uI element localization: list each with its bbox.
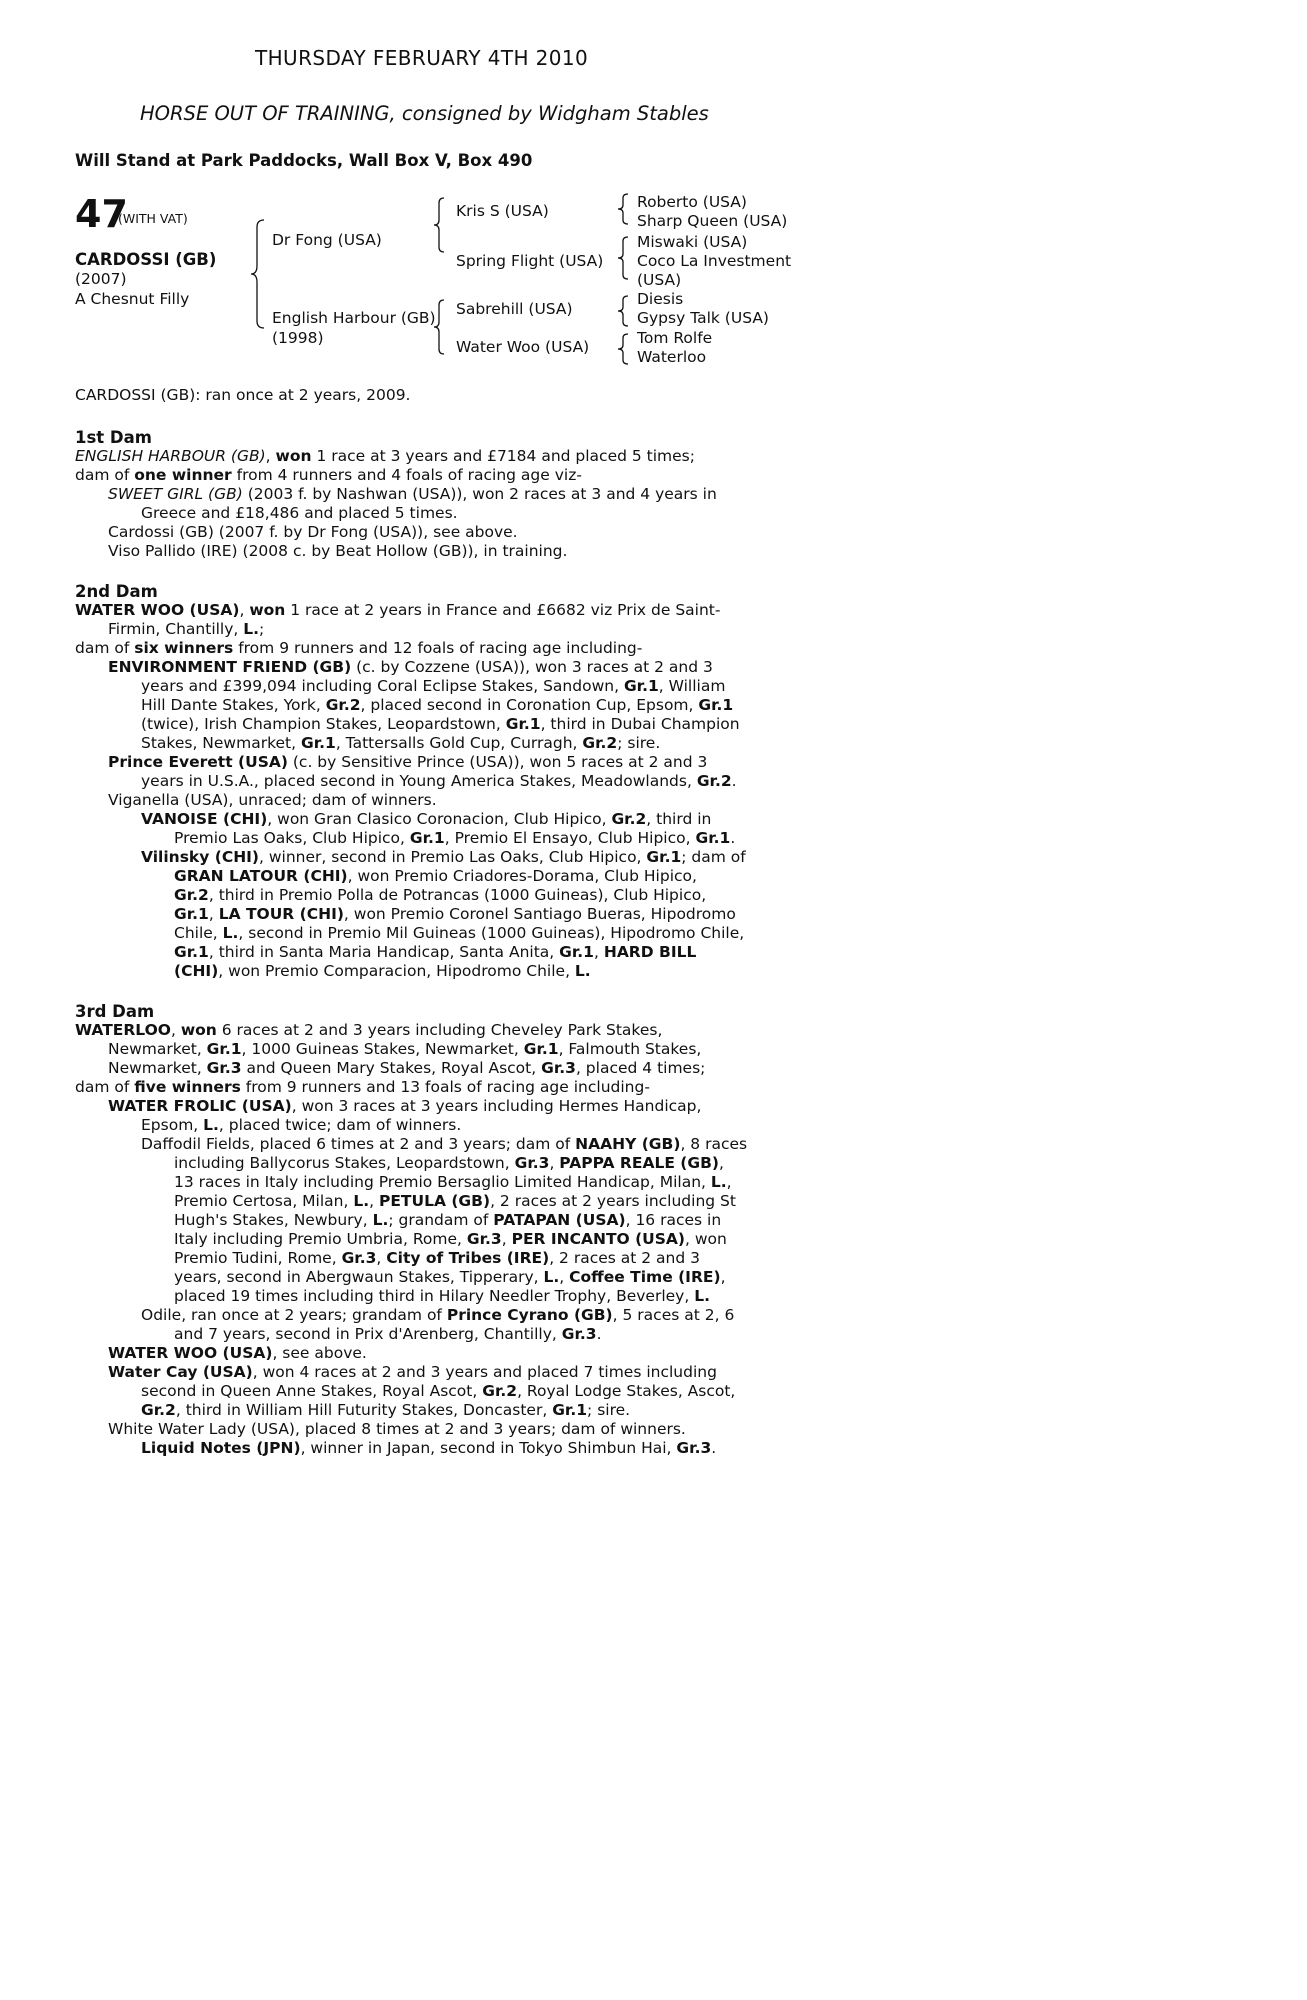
pedigree-g3-2: Sharp Queen (USA) [637,212,788,230]
italic-text: SWEET GIRL (GB) [108,485,243,503]
bold-text: L. [543,1268,560,1286]
section-line [75,447,755,466]
section-line [75,1059,755,1078]
bold-text: Gr.3 [466,1230,502,1248]
text-run: , third in William Hill Futurity Stakes, Doncaster, [175,1401,553,1419]
text-run: years, second in Abergwaun Stakes, Tipperary, [174,1268,544,1286]
pedigree-brace-g3-2 [617,236,631,280]
section-line [75,485,755,504]
text-run: including Ballycorus Stakes, Leopardstown, [174,1154,515,1172]
pedigree-dam: English Harbour (GB) [272,309,436,327]
dam-section [75,428,755,561]
bold-text: won [275,447,312,465]
text-run: ; sire. [617,734,661,752]
section-line [75,1363,755,1382]
horse-description: A Chesnut Filly [75,290,190,308]
bold-text: Gr.3 [561,1325,597,1343]
bold-text: L. [574,962,591,980]
section-line [75,1211,755,1230]
text-run: (c. by Cozzene (USA)), won 3 races at 2 and 3 [351,658,713,676]
bold-text: Gr.1 [409,829,445,847]
text-run: dam of [75,1078,135,1096]
pedigree-sire-sire: Kris S (USA) [456,202,549,220]
text-run: , [559,1268,570,1286]
text-run: , Royal Lodge Stakes, Ascot, [517,1382,736,1400]
section-line [75,1097,755,1116]
pedigree-g3-8: Tom Rolfe [637,329,713,347]
text-run: second in Queen Anne Stakes, Royal Ascot, [141,1382,483,1400]
text-run: . [596,1325,602,1343]
bold-text: Gr.3 [514,1154,550,1172]
text-run: from 9 runners and 12 foals of racing age including- [233,639,643,657]
text-run: ; dam of [681,848,746,866]
text-run: , Falmouth Stakes, [558,1040,702,1058]
bold-text: Gr.3 [541,1059,576,1077]
section-line [75,601,755,620]
section-heading: 3rd Dam [75,1002,155,1021]
section-line [75,1439,755,1458]
text-run: from 4 runners and 4 foals of racing age viz- [231,466,582,484]
bold-text: Coffee Time (IRE) [569,1268,721,1286]
text-run: years in U.S.A., placed second in Young America Stakes, Meadowlands, [141,772,697,790]
text-run: , placed twice; dam of winners. [218,1116,462,1134]
bold-text: HARD BILL [603,943,697,961]
pedigree-brace-g3-4 [617,333,631,365]
bold-text: Gr.3 [676,1439,712,1457]
pedigree-g3-1: Roberto (USA) [637,193,747,211]
bold-text: Gr.1 [505,715,541,733]
section-line [75,523,755,542]
section-line [75,867,755,886]
text-run: , won Premio Comparacion, Hipodromo Chile, [218,962,575,980]
bold-text: L. [203,1116,219,1134]
bold-text: WATER WOO (USA) [75,601,240,619]
race-summary: CARDOSSI (GB): ran once at 2 years, 2009. [75,386,411,404]
section-line [75,962,755,981]
dam-section [75,582,755,981]
bold-text: PER INCANTO (USA) [511,1230,686,1248]
text-run: , won 4 races at 2 and 3 years and placed 7 times including [252,1363,717,1381]
text-run: , [719,1154,724,1172]
bold-text: Gr.2 [325,696,361,714]
text-run: , placed second in Coronation Cup, Epsom, [360,696,699,714]
text-run: , [208,905,219,923]
text-run: , winner, second in Premio Las Oaks, Club Hipico, [259,848,647,866]
section-line [75,677,755,696]
bold-text: won [180,1021,217,1039]
bold-text: L. [353,1192,370,1210]
bold-text: L. [694,1287,710,1305]
section-line [75,924,755,943]
text-run: , [726,1173,732,1191]
bold-text: L. [222,924,239,942]
section-line [75,1382,755,1401]
text-run: , won Premio Coronel Santiago Bueras, Hipodromo [343,905,736,923]
section-line [75,905,755,924]
text-run: Hugh's Stakes, Newbury, [174,1211,373,1229]
text-run: , third in Premio Polla de Potrancas (1000 Guineas), Club Hipico, [208,886,707,904]
text-run: 13 races in Italy including Premio Bersaglio Limited Handicap, Milan, [174,1173,711,1191]
text-run: placed 19 times including third in Hilary Needler Trophy, Beverley, [174,1287,695,1305]
text-run: from 9 runners and 13 foals of racing age including- [240,1078,650,1096]
bold-text: one winner [134,466,232,484]
text-run: Viso Pallido (IRE) (2008 c. by Beat Hollow (GB)), in training. [108,542,568,560]
bold-text: GRAN LATOUR (CHI) [174,867,348,885]
bold-text: Gr.2 [174,886,209,904]
pedigree-brace-main [250,218,268,330]
section-line [75,504,755,523]
pedigree-g3-9: Waterloo [637,348,707,366]
bold-text: Prince Cyrano (GB) [446,1306,613,1324]
bold-text: Gr.2 [611,810,647,828]
section-line [75,772,755,791]
pedigree-sire: Dr Fong (USA) [272,231,382,249]
text-run: , [239,601,250,619]
text-run: , [376,1249,387,1267]
text-run: , [593,943,604,961]
bold-text: WATER WOO (USA) [108,1344,273,1362]
bold-text: WATERLOO [75,1021,171,1039]
text-run: 1 race at 3 years and £7184 and placed 5 times; [311,447,695,465]
text-run: and 7 years, second in Prix d'Arenberg, Chantilly, [174,1325,562,1343]
text-run: Premio Las Oaks, Club Hipico, [174,829,410,847]
text-run: Cardossi (GB) (2007 f. by Dr Fong (USA)), see above. [108,523,518,541]
text-run: , William [658,677,726,695]
pedigree-sire-dam: Spring Flight (USA) [456,252,604,270]
section-line [75,1230,755,1249]
bold-text: PATAPAN (USA) [493,1211,626,1229]
text-run: , [170,1021,181,1039]
text-run: , 2 races at 2 and 3 [549,1249,701,1267]
section-line [75,1344,755,1363]
text-run: Viganella (USA), unraced; dam of winners. [108,791,437,809]
bold-text: Gr.1 [623,677,659,695]
bold-text: Gr.1 [174,905,209,923]
bold-text: Gr.1 [206,1040,242,1058]
section-line [75,1268,755,1287]
bold-text: NAAHY (GB) [575,1135,681,1153]
lot-number: 47 [75,192,128,236]
bold-text: Gr.1 [646,848,682,866]
section-line [75,715,755,734]
section-line [75,1021,755,1040]
bold-text: L. [243,620,260,638]
bold-text: LA TOUR (CHI) [218,905,344,923]
bold-text: Gr.2 [141,1401,176,1419]
section-line [75,1154,755,1173]
bold-text: Gr.2 [582,734,618,752]
text-run: , third in [646,810,712,828]
section-line [75,1173,755,1192]
pedigree-g3-7: Gypsy Talk (USA) [637,309,769,327]
text-run: 1 race at 2 years in France and £6682 viz Prix de Saint- [285,601,721,619]
bold-text: Gr.3 [341,1249,377,1267]
bold-text: (CHI) [174,962,219,980]
bold-text: Gr.1 [300,734,336,752]
sale-date: THURSDAY FEBRUARY 4TH 2010 [255,46,589,70]
pedigree-brace-dam [433,298,447,356]
pedigree-dam-dam: Water Woo (USA) [456,338,590,356]
section-line [75,620,755,639]
text-run: , won [685,1230,727,1248]
text-run: , see above. [272,1344,367,1362]
text-run: , [369,1192,379,1210]
text-run: , [265,447,276,465]
text-run: , Tattersalls Gold Cup, Curragh, [335,734,583,752]
text-run: (twice), Irish Champion Stakes, Leopardstown, [141,715,506,733]
text-run: ; grandam of [388,1211,494,1229]
pedigree-brace-g3-1 [617,193,631,225]
text-run: , 1000 Guineas Stakes, Newmarket, [241,1040,524,1058]
bold-text: six winners [134,639,234,657]
text-run: , 5 races at 2, 6 [612,1306,735,1324]
section-line [75,1306,755,1325]
section-line [75,1325,755,1344]
bold-text: ENVIRONMENT FRIEND (GB) [108,658,352,676]
bold-text: five winners [134,1078,241,1096]
bold-text: City of Tribes (IRE) [386,1249,550,1267]
pedigree-g3-6: Diesis [637,290,684,308]
text-run: , won 3 races at 3 years including Hermes Handicap, [291,1097,702,1115]
text-run: Hill Dante Stakes, York, [141,696,326,714]
section-line [75,848,755,867]
section-line [75,1078,755,1097]
text-run: Newmarket, [108,1040,207,1058]
section-line [75,639,755,658]
pedigree-g3-3: Miswaki (USA) [637,233,748,251]
horse-year: (2007) [75,270,127,288]
bold-text: Water Cay (USA) [108,1363,253,1381]
vat-note: (WITH VAT) [118,211,188,226]
section-heading: 2nd Dam [75,582,158,601]
text-run: Stakes, Newmarket, [141,734,301,752]
bold-text: VANOISE (CHI) [141,810,268,828]
text-run: Chile, [174,924,223,942]
section-line [75,1040,755,1059]
text-run: , 2 races at 2 years including St [490,1192,736,1210]
text-run: , won Gran Clasico Coronacion, Club Hipico, [267,810,612,828]
section-line [75,696,755,715]
pedigree-dam-sire: Sabrehill (USA) [456,300,573,318]
section-line [75,753,755,772]
bold-text: Gr.1 [523,1040,559,1058]
section-line [75,1192,755,1211]
section-line [75,810,755,829]
text-run: , [501,1230,512,1248]
section-line [75,1401,755,1420]
text-run: . [711,1439,717,1457]
text-run: Daffodil Fields, placed 6 times at 2 and 3 years; dam of [141,1135,576,1153]
text-run: Newmarket, [108,1059,207,1077]
text-run: Premio Tudini, Rome, [174,1249,342,1267]
dam-section [75,1002,755,1458]
section-line [75,1116,755,1135]
section-line [75,1420,755,1439]
bold-text: Gr.3 [206,1059,242,1077]
text-run: , won Premio Criadores-Dorama, Club Hipico, [347,867,697,885]
bold-text: won [249,601,286,619]
bold-text: Gr.1 [559,943,594,961]
section-line [75,466,755,485]
text-run: (c. by Sensitive Prince (USA)), won 5 races at 2 and 3 [287,753,708,771]
text-run: Italy including Premio Umbria, Rome, [174,1230,467,1248]
text-run: years and £399,094 including Coral Eclipse Stakes, Sandown, [141,677,624,695]
text-run: , 16 races in [625,1211,722,1229]
bold-text: PETULA (GB) [378,1192,491,1210]
bold-text: WATER FROLIC (USA) [108,1097,292,1115]
consignment-line: HORSE OUT OF TRAINING, consigned by Widgham Stables [140,102,709,125]
bold-text: L. [372,1211,389,1229]
section-line [75,1249,755,1268]
section-line [75,791,755,810]
text-run: , third in Dubai Champion [540,715,740,733]
text-run: Greece and £18,486 and placed 5 times. [141,504,458,522]
text-run: Firmin, Chantilly, [108,620,244,638]
text-run: , Premio El Ensayo, Club Hipico, [444,829,696,847]
text-run: , placed 4 times; [575,1059,706,1077]
text-run: Epsom, [141,1116,204,1134]
italic-text: ENGLISH HARBOUR (GB) [75,447,266,465]
section-line [75,658,755,677]
bold-text: Gr.2 [696,772,732,790]
text-run: Premio Certosa, Milan, [174,1192,354,1210]
bold-text: L. [710,1173,727,1191]
text-run: . [730,829,736,847]
text-run: Odile, ran once at 2 years; grandam of [141,1306,447,1324]
text-run: dam of [75,639,135,657]
text-run: White Water Lady (USA), placed 8 times at 2 and 3 years; dam of winners. [108,1420,686,1438]
dam-sections [75,428,755,1479]
text-run: ; sire. [587,1401,631,1419]
text-run: , [720,1268,726,1286]
pedigree-dam-year: (1998) [272,329,324,347]
pedigree-g3-5: (USA) [637,271,682,289]
text-run: . [731,772,737,790]
text-run: dam of [75,466,135,484]
text-run: ; [259,620,265,638]
text-run: , 8 races [680,1135,748,1153]
section-heading: 1st Dam [75,428,152,447]
section-line [75,734,755,753]
section-line [75,1287,755,1306]
text-run: and Queen Mary Stakes, Royal Ascot, [241,1059,542,1077]
section-line [75,943,755,962]
pedigree-g3-4: Coco La Investment [637,252,792,270]
text-run: (2003 f. by Nashwan (USA)), won 2 races at 3 and 4 years in [242,485,717,503]
section-line [75,829,755,848]
bold-text: Gr.1 [698,696,734,714]
text-run: , winner in Japan, second in Tokyo Shimbun Hai, [300,1439,677,1457]
text-run: 6 races at 2 and 3 years including Cheveley Park Stakes, [216,1021,663,1039]
text-run: , third in Santa Maria Handicap, Santa Anita, [208,943,560,961]
stand-location: Will Stand at Park Paddocks, Wall Box V, Box 490 [75,151,533,170]
bold-text: Gr.1 [174,943,209,961]
bold-text: PAPPA REALE (GB) [559,1154,720,1172]
bold-text: Liquid Notes (JPN) [141,1439,301,1457]
pedigree-brace-g3-3 [617,295,631,327]
horse-name: CARDOSSI (GB) [75,250,217,269]
section-line [75,542,755,561]
pedigree-brace-sire [433,196,447,254]
bold-text: Gr.2 [482,1382,518,1400]
section-line [75,1135,755,1154]
bold-text: Gr.1 [552,1401,588,1419]
section-line [75,886,755,905]
bold-text: Vilinsky (CHI) [141,848,260,866]
bold-text: Prince Everett (USA) [108,753,288,771]
text-run: , second in Premio Mil Guineas (1000 Guineas), Hipodromo Chile, [238,924,745,942]
text-run: , [549,1154,560,1172]
bold-text: Gr.1 [695,829,731,847]
